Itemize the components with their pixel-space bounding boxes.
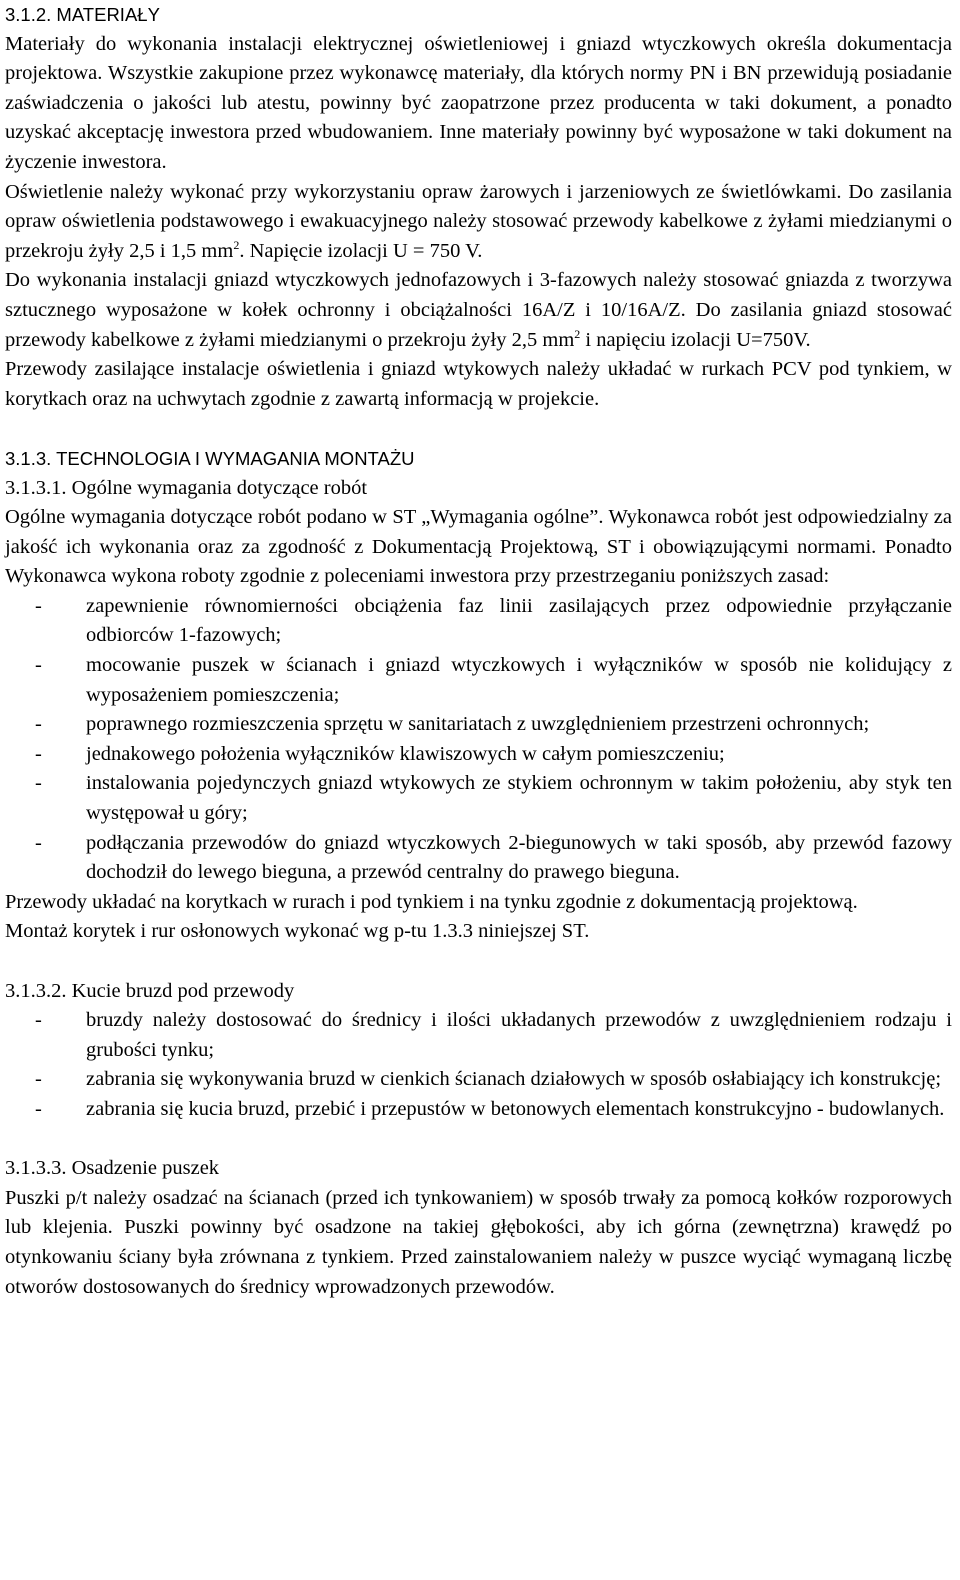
list-item-text: bruzdy należy dostosować do średnicy i ilości układanych przewodów z uwzględnieniem rodzaju i grubości tynku; — [86, 1009, 952, 1061]
dash-bullet: - — [35, 831, 42, 854]
list-item — [5, 1006, 952, 1065]
list-item — [5, 710, 952, 740]
list-item-text: zabrania się kucia bruzd, przebić i przepustów w betonowych elementach konstrukcyjno - budowlanych. — [86, 1097, 945, 1120]
spacer — [5, 414, 952, 444]
superscript-unit: 2 — [574, 326, 581, 341]
list-item-text: poprawnego rozmieszczenia sprzętu w sanitariatach z uwzględnieniem przestrzeni ochronnych; — [86, 713, 870, 736]
section-heading-technology: 3.1.3. TECHNOLOGIA I WYMAGANIA MONTAŻU — [5, 447, 415, 469]
paragraph-materials-intro: Materiały do wykonania instalacji elektrycznej oświetleniowej i gniazd wtyczkowych określa dokumentacja projektowa. Wszystkie zakupione przez wykonawcę materiały, dla których normy PN i BN przewidują posiadanie zaświadczenia o jakości lub atestu, powinny być zaopatrzone przez producenta w taki dokument, a ponadto uzyskać akceptację inwestora przed wbudowaniem. Inne materiały powinny być wyposażone w taki dokument na życzenie inwestora. — [5, 32, 952, 173]
list-item-text: zapewnienie równomierności obciążenia faz linii zasilających przez odpowiednie przyłączanie odbiorców 1-fazowych; — [86, 594, 952, 647]
paragraph-boxes: Puszki p/t należy osadzać na ścianach (przed ich tynkowaniem) w sposób trwały za pomocą kołków rozporowych lub klejenia. Puszki powinny być osadzone na takiej głębokości, aby ich górna (zewnętrzna) krawędź po otynkowaniu ściany była zrównana z tynkiem. Przed zainstalowaniem należy w puszce wyciąć wymaganą liczbę otworów dostosowanych do średnicy wprowadzonych przewodów. — [5, 1186, 952, 1298]
spacer — [5, 947, 952, 977]
dash-bullet: - — [35, 1009, 42, 1032]
paragraph-lighting-tail: . Napięcie izolacji U = 750 V. — [239, 239, 483, 262]
list-item — [5, 651, 952, 710]
dash-bullet: - — [35, 713, 42, 736]
paragraph-lighting — [5, 178, 952, 267]
dash-bullet: - — [35, 772, 42, 795]
dash-bullet: - — [35, 1097, 42, 1120]
list-item-text: instalowania pojedynczych gniazd wtykowych ze stykiem ochronnym w takim położeniu, aby styk ten występował u góry; — [86, 772, 952, 825]
section-heading-materials: 3.1.2. MATERIAŁY — [5, 4, 160, 25]
paragraph-cable-routing: Przewody zasilające instalacje oświetlenia i gniazd wtykowych należy układać w rurkach PCV pod tynkiem, w korytkach oraz na uchwytach zgodnie z zawartą informacją w projekcie. — [5, 358, 952, 410]
list-item — [5, 829, 952, 888]
paragraph-sockets-text: Do wykonania instalacji gniazd wtyczkowych jednofazowych i 3-fazowych należy stosować gniazda z tworzywa sztucznego wyposażone w kołek ochronny i obciążalności 16A/Z i 10/16A/Z. Do zasilania gniazd stosować przewody kabelkowe z żyłami miedzianymi o przekroju żyły 2,5 mm — [5, 269, 952, 351]
subsection-heading-boxes: 3.1.3.3. Osadzenie puszek — [5, 1157, 220, 1180]
dash-bullet: - — [35, 594, 42, 617]
list-item-text: podłączania przewodów do gniazd wtyczkowych 2-biegunowych w taki sposób, aby przewód fazowy dochodził do lewego bieguna, a przewód centralny do prawego bieguna. — [86, 831, 952, 884]
paragraph-general-requirements: Ogólne wymagania dotyczące robót podano w ST „Wymagania ogólne”. Wykonawca robót jest odpowiedzialny za jakość ich wykonania oraz za zgodność z Dokumentacją Projektową, ST i obowiązującymi normami. Ponadto Wykonawca wykona roboty zgodnie z poleceniami inwestora przy przestrzeganiu poniższych zasad: — [5, 506, 952, 588]
paragraph-lighting-text: Oświetlenie należy wykonać przy wykorzystaniu opraw żarowych i jarzeniowych ze świetlówkami. Do zasilania opraw oświetlenia podstawowego i ewakuacyjnego należy stosować przewody kabelkowe z żyłami miedzianymi o przekroju żyły 2,5 i 1,5 mm — [5, 180, 952, 262]
spacer — [5, 1125, 952, 1155]
dash-bullet: - — [35, 1068, 42, 1091]
paragraph-sockets-tail: i napięciu izolacji U=750V. — [580, 328, 811, 351]
section-materials — [5, 0, 952, 414]
paragraph-sockets — [5, 266, 952, 355]
section-technology — [5, 444, 952, 1302]
list-item — [5, 740, 952, 770]
superscript-unit: 2 — [233, 237, 240, 252]
subsection-heading-general-requirements: 3.1.3.1. Ogólne wymagania dotyczące robót — [5, 476, 368, 499]
list-item — [5, 1065, 952, 1095]
list-item — [5, 769, 952, 828]
grooves-list — [5, 1006, 952, 1124]
list-item-text: jednakowego położenia wyłączników klawiszowych w całym pomieszczeniu; — [86, 742, 725, 765]
subsection-heading-grooves: 3.1.3.2. Kucie bruzd pod przewody — [5, 979, 295, 1002]
list-item-text: zabrania się wykonywania bruzd w cienkich ścianach działowych w sposób osłabiający ich konstrukcję; — [86, 1068, 942, 1091]
dash-bullet: - — [35, 654, 42, 677]
list-item — [5, 1095, 952, 1125]
paragraph-cable-laying: Przewody układać na korytkach w rurach i pod tynkiem i na tynku zgodnie z dokumentacją projektową. — [5, 890, 858, 913]
dash-bullet: - — [35, 742, 42, 765]
list-item — [5, 592, 952, 651]
rules-list — [5, 592, 952, 888]
paragraph-tray-mounting: Montaż korytek i rur osłonowych wykonać wg p-tu 1.3.3 niniejszej ST. — [5, 920, 590, 943]
list-item-text: mocowanie puszek w ścianach i gniazd wtyczkowych i wyłączników w sposób nie kolidujący z wyposażeniem pomieszczenia; — [86, 654, 952, 706]
